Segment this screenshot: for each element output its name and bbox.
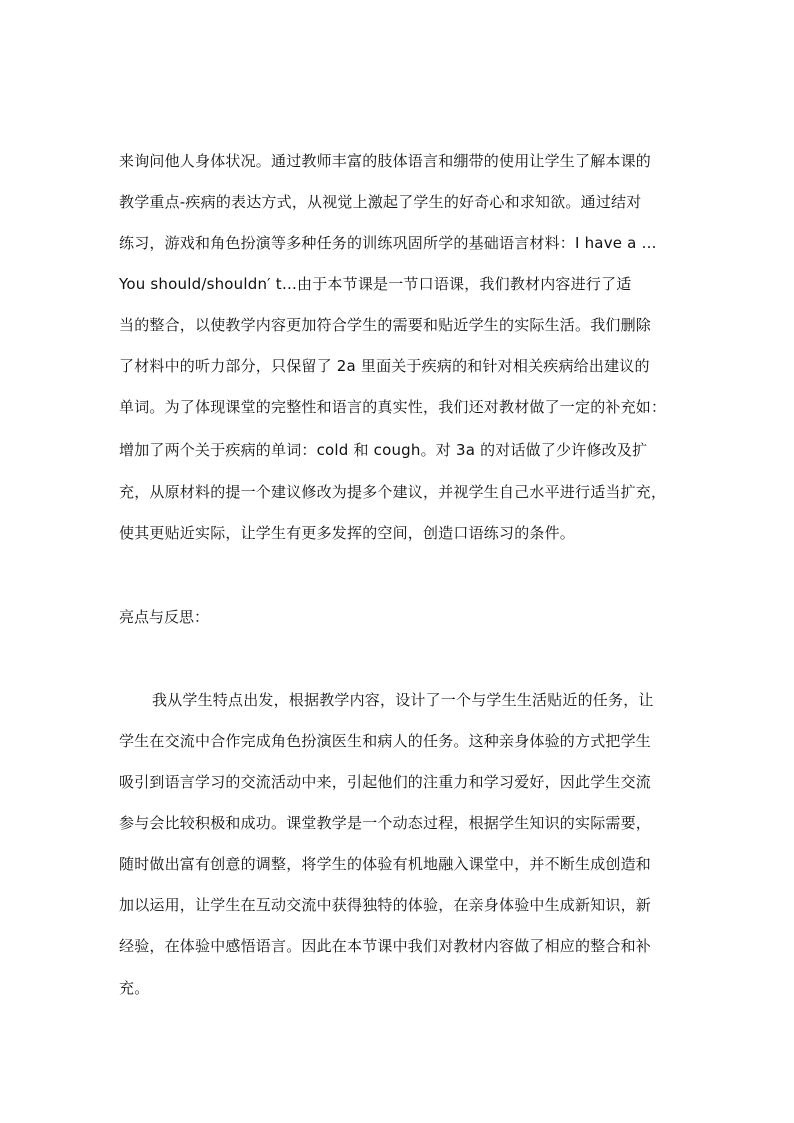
- body-text-line: 当的整合，以使教学内容更加符合学生的需要和贴近学生的实际生活。我们删除: [119, 316, 652, 334]
- body-text-line: 练习，游戏和角色扮演等多种任务的训练巩固所学的基础语言材料：I have a …: [119, 234, 657, 252]
- body-text-line: 了材料中的听力部分，只保留了 2a 里面关于疾病的和针对相关疾病给出建议的: [119, 357, 650, 375]
- body-text-line: 加以运用，让学生在互动交流中获得独特的体验，在亲身体验中生成新知识，新: [119, 896, 652, 914]
- body-text-line: 教学重点-疾病的表达方式，从视觉上激起了学生的好奇心和求知欲。通过结对: [119, 193, 642, 211]
- body-text-line: 来询问他人身体状况。通过教师丰富的肢体语言和绷带的使用让学生了解本课的: [119, 152, 652, 170]
- body-text-line: 经验，在体验中感悟语言。因此在本节课中我们对教材内容做了相应的整合和补: [119, 937, 652, 955]
- section-heading: 亮点与反思：: [119, 608, 210, 626]
- body-text-line: 参与会比较积极和成功。课堂教学是一个动态过程，根据学生知识的实际需要，: [119, 814, 652, 832]
- body-text-line: 充，从原材料的提一个建议修改为提多个建议，并视学生自己水平进行适当扩充，: [119, 483, 667, 501]
- body-text-line: 充。: [119, 979, 150, 997]
- body-text-line: 单词。为了体现课堂的完整性和语言的真实性，我们还对教材做了一定的补充如：: [119, 398, 667, 416]
- body-text-line: 我从学生特点出发，根据教学内容，设计了一个与学生生活贴近的任务，让: [152, 691, 654, 709]
- body-text-line: 吸引到语言学习的交流活动中来，引起他们的注重力和学习爱好，因此学生交流: [119, 773, 652, 791]
- body-text-line: 使其更贴近实际，让学生有更多发挥的空间，创造口语练习的条件。: [119, 524, 576, 542]
- body-text-line: 增加了两个关于疾病的单词：cold 和 cough。对 3a 的对话做了少许修改及扩: [119, 441, 648, 459]
- body-text-line: 学生在交流中合作完成角色扮演医生和病人的任务。这种亲身体验的方式把学生: [119, 732, 652, 750]
- body-text-line: 随时做出富有创意的调整，将学生的体验有机地融入课堂中，并不断生成创造和: [119, 855, 652, 873]
- body-text-line: You should/shouldn′ t…由于本节课是一节口语课，我们教材内容进行了适: [119, 275, 632, 293]
